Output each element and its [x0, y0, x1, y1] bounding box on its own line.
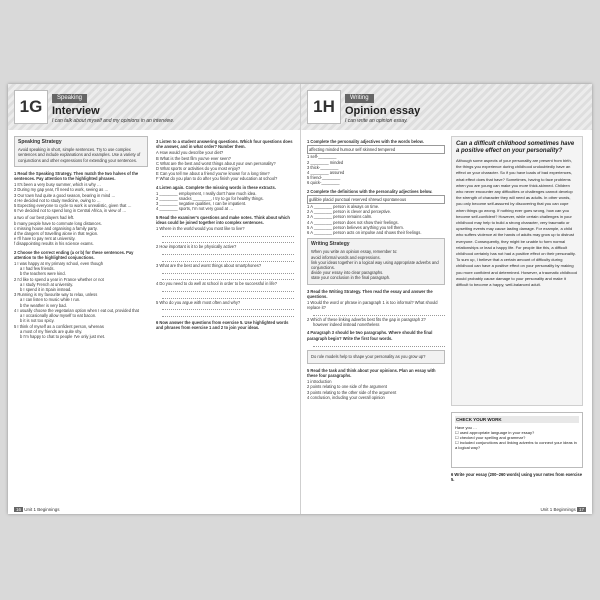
list-item: 5 Who do you argue with most often and why? [156, 299, 241, 305]
answer-line[interactable] [162, 311, 294, 317]
list-item: 2 During my gap year, I'll need to work, seeing as … [14, 187, 109, 193]
list-item: 4 conclusion, including your overall opinion [307, 394, 385, 400]
list-item: c missing house and organising a family party. [14, 225, 98, 231]
exercise-5-instruction: 5 Read the task and think about your opinions. Plan an essay with these four paragraphs. [307, 367, 436, 378]
exercise-1-items [14, 182, 148, 213]
page-title: Opinion essay [345, 105, 421, 117]
list-item: E Can you tell me about a friend you've known for a long time? [156, 171, 270, 177]
list-item: F What do you plan to do after you finish your education at school? [156, 176, 278, 182]
list-item: 3 ________ negative qualities, I can be impatient. [156, 201, 247, 207]
page-footer [14, 507, 60, 512]
strategy-title: Speaking Strategy [18, 139, 62, 145]
answer-line[interactable] [313, 342, 445, 348]
list-item: 2 I'd like to spend a year in France whether or not [14, 276, 104, 282]
list-item: a most of my friends are quite shy. [20, 328, 83, 334]
list-item: 1 Would the word or phrase in paragraph 1 is too informal? What should replace it? [307, 300, 438, 311]
list-item: b I'm happy to chat to people I've only just met. [20, 333, 106, 339]
essay-panel [451, 136, 583, 406]
list-item: divide your essay into clear paragraphs. [311, 270, 384, 276]
list-item: 1 A ________ person is always on time. [307, 204, 380, 210]
list-item: 3 points relating to the other side of the argument [307, 389, 397, 395]
list-item: 5 I think of myself as a confident person, whereas [14, 323, 104, 329]
footer-text: Unit 1 Beginnings [540, 507, 576, 512]
list-item: link your ideas together in a logical way using appropriate adverbs and conjunctions. [311, 259, 439, 271]
check-title: CHECK YOUR WORK [455, 416, 579, 423]
list-item: 3 A ________ person remains calm. [307, 214, 373, 220]
answer-line[interactable] [162, 231, 294, 237]
page-number: 17 [578, 507, 584, 512]
list-item: 1 self-________ [307, 154, 337, 160]
strategy-intro: When you write an opinion essay, remember to: [311, 249, 398, 255]
answer-line[interactable] [162, 275, 294, 281]
list-item: 6 A ________ person acts on impulse and shows their feelings. [307, 230, 422, 236]
right-page [300, 84, 592, 514]
list-item: 4 Do you need to do well at school in order to be successful in life? [156, 281, 278, 287]
list-item: 5 friend-________ [307, 175, 341, 181]
left-column [14, 136, 148, 339]
list-item: 5 Expecting everyone to cycle to work is unrealistic, given that … [14, 203, 132, 209]
list-item: 2 points relating to one side of the argument [307, 384, 387, 390]
essay-text: Although some aspects of your personality are present from birth, the things you experience during childhood undoubtedly have an effect on your character. So if you have loads of bad experiences, what effect does that have? Sometimes, having to face problems when you are young can make you more thick-skinned. Children who never encounter any difficulties or challenges cannot develop the strength of character they will need as adults. In other words, you only become self-assured by discovering that you can cope when things go wrong. If nothing ever goes wrong, how can you become self-confident? However, while certain challenges in your childhood may help to build a strong character, very traumatic or upsetting events may cause lasting damage. For example, a child who suffers violence at the hands of adults may grow up to distrust everyone. Consequently, they might be unable to form normal relationships or lead a happy life. For people like this, a difficult childhood certainly has not had a positive effect on their personality. To sum up, I believe that a certain amount of difficulty during childhood can have a positive effect on your personality by making you more confident and determined. However, a traumatic childhood would probably cause damage to your personality and make it difficult to become a happy, well-balanced adult. [456, 158, 577, 288]
list-item: 1 introduction [307, 379, 332, 385]
footer-text: Unit 1 Beginnings [24, 507, 60, 512]
exercise-2-instruction: 2 Choose the correct ending (a or b) for these sentences. Pay attention to the highlighted conjunctions. [14, 249, 134, 260]
list-item: 1 ________ employment, I really don't have much idea. [156, 190, 257, 196]
left-page [8, 84, 300, 514]
list-item: 1 It's been a very busy summer, which is why … [14, 182, 102, 188]
list-item: d the dangers of travelling alone in that region. [14, 231, 99, 237]
answer-line[interactable] [162, 286, 294, 292]
left-column [307, 136, 445, 400]
check-your-work-box [451, 412, 583, 468]
list-item: a two of our best players had left. [14, 215, 75, 221]
list-item: b I spend it in Spain instead. [20, 287, 72, 293]
list-item: 3 thick-________ [307, 164, 339, 170]
list-item: 4 ________ assured [307, 170, 345, 176]
list-item: b many people have to commute long distances. [14, 220, 102, 226]
list-item: D What sports or activities do you most enjoy? [156, 166, 241, 172]
list-item: 2 A ________ person is clever and perceptive. [307, 209, 391, 215]
exercise-4-instruction: 4 Paragraph 3 should be two paragraphs. Where should the final paragraph begin? Write the first four words. [307, 330, 433, 341]
list-item: e I'll have to pay rent at university. [14, 236, 76, 242]
list-item: 1 Where in the world would you most like to live? [156, 226, 245, 232]
page-subtitle: I can write an opinion essay. [345, 118, 408, 124]
textbook-spread [8, 84, 592, 514]
list-item: 2 Which of these linking adverbs best fits the gap in paragraph 2? [307, 317, 426, 323]
word-bank: affecting minded humour self skinned tempered [307, 145, 445, 154]
page-title: Interview [52, 105, 100, 117]
list-item: 4 I usually choose the vegetarian option when I eat out, provided that [14, 307, 139, 313]
list-item: 2 ________ snacks ________, I try to go for healthy things. [156, 196, 264, 202]
unit-label: 1G [14, 90, 48, 124]
exercise-6-instruction: 6 Now answer the questions from exercise 5. Use highlighted words and phrases from exercise 1 and 2 to join your ideas. [156, 320, 289, 331]
strategy-text: Avoid speaking in short, simple sentences. Try to use complex sentences and include explanations and examples. Use a variety of conjunctions and other expressions for extending your sentences. [18, 147, 141, 163]
strategy-box [14, 136, 148, 167]
list-item: b it is not too spicy. [20, 318, 55, 324]
exercise-6-text: 6 Write your essay (200–260 words) using your notes from exercise 5. [451, 472, 582, 482]
exercise-1-instruction: 1 Complete the personality adjectives with the words below. [307, 139, 424, 144]
right-column [156, 136, 294, 331]
list-item: 3 Our town had quite a good season, bearing in mind … [14, 192, 116, 198]
check-item-label: checked your spelling and grammar? [459, 435, 526, 440]
list-item: 3 Running is my favourite way to relax, unless [14, 292, 98, 298]
word-bank: gullible placid punctual reserved shrewd spontaneous [307, 195, 445, 204]
answer-line[interactable] [162, 256, 294, 262]
exercise-2-items [14, 261, 148, 339]
list-item: avoid informal words and expressions. [311, 254, 381, 260]
list-item: 6 quick-________ [307, 180, 340, 186]
list-item: state your conclusion in the final paragraph. [311, 275, 391, 281]
exercise-1-options [14, 215, 148, 246]
check-item[interactable]: ☐ included conjunctions and linking adverbs to connect your ideas in a logical way? [455, 440, 577, 450]
check-item-label: used appropriate language in your essay? [459, 430, 535, 435]
list-item: 4 ________ sports, I'm not very good at … [156, 206, 234, 212]
page-number: 16 [16, 507, 22, 512]
list-item: 2 ________ minded [307, 159, 344, 165]
exercise-1-instruction: 1 Read the Speaking Strategy. Then match the two halves of the sentences. Pay attention to the highlighted phrases. [14, 170, 139, 182]
list-item: a I had few friends. [20, 266, 55, 272]
exercise-4-instruction: 4 Listen again. Complete the missing words in these extracts. [156, 184, 276, 190]
exercise-3-instruction: 3 Read the Writing Strategy. Then read the essay and answer the questions. [307, 288, 433, 299]
list-item: however indeed instead nonetheless [313, 322, 380, 328]
section-tab: Speaking [52, 94, 87, 103]
essay-title: Can a difficult childhood sometimes have a positive effect on your personality? [456, 141, 575, 154]
list-item: 5 A ________ person believes anything you tell them. [307, 224, 404, 230]
answer-line[interactable] [162, 293, 294, 299]
list-item: f disappointing results in his science exams. [14, 241, 94, 247]
exercise-5-instruction: 5 Read the examiner's questions and make notes. Think about which ideas could be joined together into complex sentences. [156, 214, 290, 225]
section-tab: Writing [345, 94, 374, 103]
list-item: B What is the best film you've ever seen? [156, 155, 231, 161]
list-item: 2 How important is it to be physically active? [156, 244, 237, 250]
check-intro: Have you … [455, 425, 478, 430]
list-item: 1 I was happy at my primary school, even though [14, 261, 103, 267]
list-item: 4 He decided not to study medicine, owing to … [14, 197, 101, 203]
task-box: Do role models help to shape your personality as you grow up? [307, 350, 445, 363]
answer-line[interactable] [162, 305, 294, 311]
list-item: b the teachers were kind. [20, 271, 66, 277]
exercise-3-instruction: 3 Listen to a student answering questions. Which four questions does she answer, and in what order? Number them. [156, 139, 293, 150]
list-item: a I study French at university. [20, 281, 74, 287]
page-footer [540, 507, 586, 512]
exercise-2-instruction: 2 Complete the definitions with the personality adjectives below. [307, 188, 433, 194]
list-item: b the weather is very bad. [20, 302, 67, 308]
strategy-title: Writing Strategy [311, 241, 350, 248]
strategy-box [307, 238, 445, 284]
answer-line[interactable] [162, 238, 294, 244]
check-item-label: included conjunctions and linking adverbs to connect your ideas in a logical way? [455, 440, 577, 450]
check-item[interactable]: ☐ checked your spelling and grammar? [455, 435, 526, 440]
list-item: A How would you describe your diet? [156, 150, 224, 156]
answer-line[interactable] [162, 268, 294, 274]
list-item: a I can listen to music while I run. [20, 297, 81, 303]
list-item: 6 I've decided not to spend long in Central Africa, in view of … [14, 208, 127, 214]
unit-label: 1H [307, 90, 341, 124]
answer-line[interactable] [313, 310, 445, 316]
exercise-6-instruction [451, 472, 583, 482]
check-item[interactable]: ☐ used appropriate language in your essay? [455, 430, 535, 435]
page-subtitle: I can talk about myself and my opinions in an interview. [52, 118, 175, 124]
list-item: C What are the best and worst things about your own personality? [156, 160, 276, 166]
answer-line[interactable] [162, 250, 294, 256]
list-item: 3 What are the best and worst things about smartphones? [156, 262, 262, 268]
list-item: 4 A ________ person does not show their feelings. [307, 219, 399, 225]
list-item: a I occasionally allow myself to eat bacon. [20, 313, 97, 319]
